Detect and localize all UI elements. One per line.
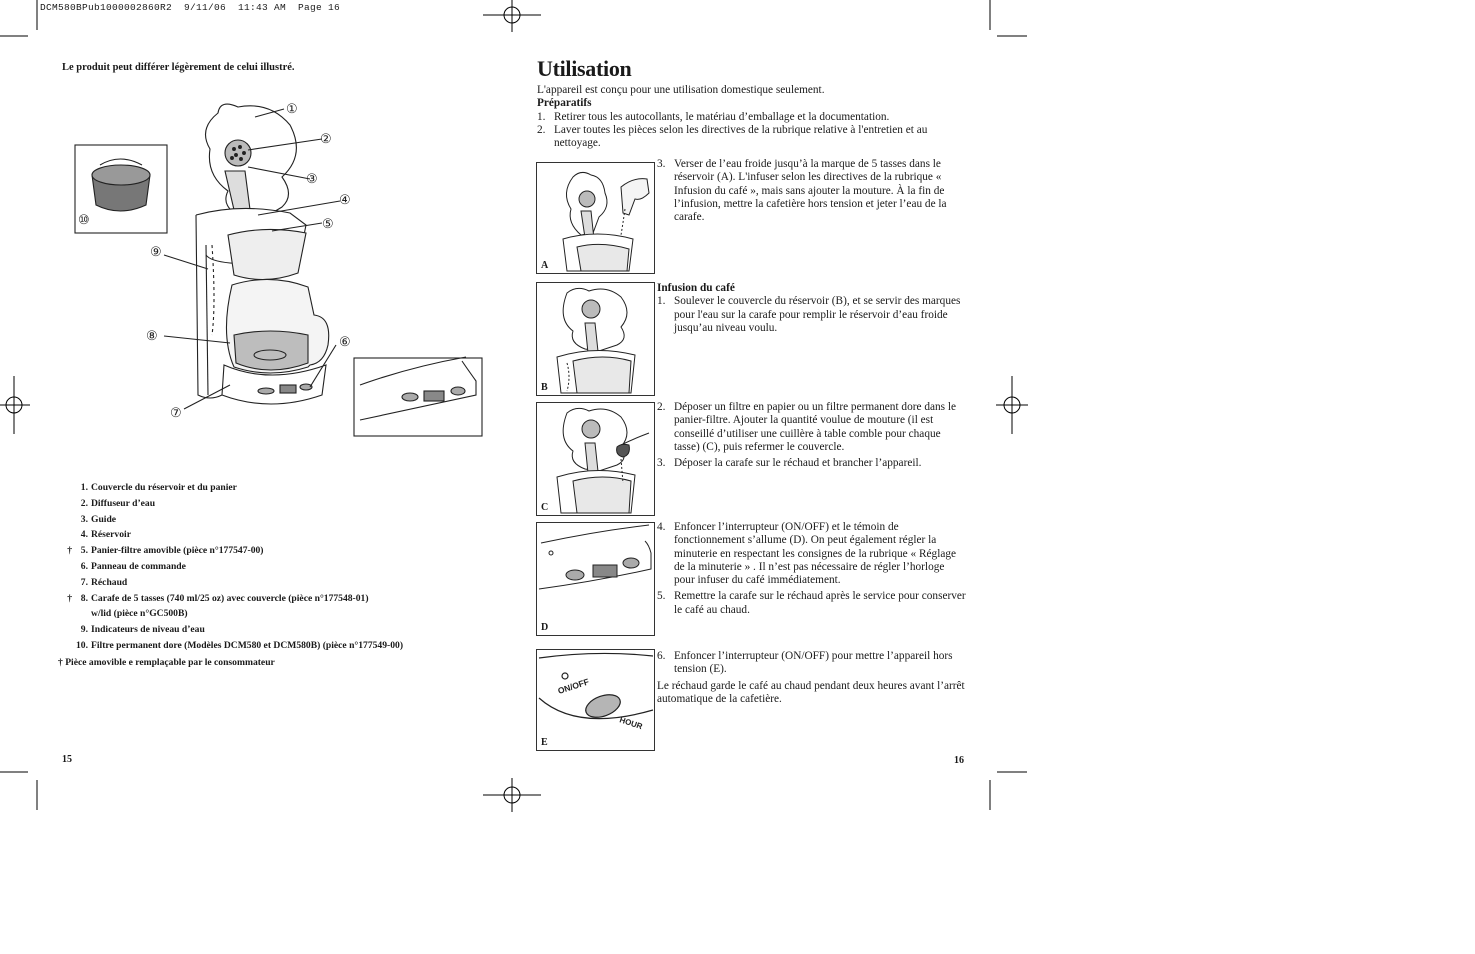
figure-label-b: B bbox=[541, 382, 548, 393]
list-item: 6. Panneau de commande bbox=[80, 560, 186, 572]
callout-5: ⑤ bbox=[322, 217, 334, 232]
footnote: † Pièce amovible e remplaçable par le consommateur bbox=[58, 656, 275, 668]
preparation-section bbox=[537, 84, 967, 150]
intro-text: L'appareil est conçu pour une utilisation domestique seulement. bbox=[537, 84, 825, 96]
hour-label: HOUR bbox=[618, 715, 644, 732]
parts-list bbox=[58, 480, 498, 671]
brew-section bbox=[657, 282, 967, 335]
callout-6: ⑥ bbox=[339, 335, 351, 350]
print-slug: DCM580BPub1000002860R2 9/11/06 11:43 AM Page 16 bbox=[40, 2, 341, 13]
brew-steps-2-3 bbox=[657, 401, 967, 470]
list-item: 1. Soulever le couvercle du réservoir (B), et se servir des marques pour l'eau sur la carafe pour remplir le réservoir d’eau froide jusqu’au niveau voulu. bbox=[657, 295, 961, 334]
figure-label-e: E bbox=[541, 737, 548, 748]
brew-steps-4-5 bbox=[657, 521, 967, 617]
figure-label-a: A bbox=[541, 260, 549, 271]
page-title: Utilisation bbox=[537, 56, 632, 81]
callout-7: ⑦ bbox=[170, 406, 182, 421]
list-item: 3. Guide bbox=[80, 513, 117, 525]
list-item: 4. Enfoncer l’interrupteur (ON/OFF) et le témoin de fonctionnement s’allume (D). On peut également régler la minuterie en respectant les consignes de la rubrique « Réglage de la minuterie » . Il n’est pas nécessaire de régler l’horloge pour infuser du café immédiatement. bbox=[657, 521, 957, 587]
figure-d bbox=[536, 522, 655, 636]
figure-b bbox=[536, 282, 655, 396]
brew-heading: Infusion du café bbox=[657, 282, 735, 294]
callout-1: ① bbox=[286, 102, 298, 117]
prep-heading: Préparatifs bbox=[537, 97, 592, 110]
figure-a bbox=[536, 162, 655, 274]
callout-3: ③ bbox=[306, 172, 318, 187]
list-item: 2. Diffuseur d’eau bbox=[80, 497, 156, 509]
brew-step-6 bbox=[657, 650, 967, 706]
list-item: 3. Déposer la carafe sur le réchaud et brancher l’appareil. bbox=[657, 457, 922, 470]
callout-2: ② bbox=[320, 132, 332, 147]
product-note: Le produit peut différer légèrement de celui illustré. bbox=[62, 62, 295, 73]
on-off-label: ON/OFF bbox=[556, 676, 591, 696]
list-item: 2. Laver toutes les pièces selon les directives de la rubrique relative à l'entretien et au nettoyage. bbox=[537, 123, 928, 150]
list-item: 4. Réservoir bbox=[80, 529, 131, 541]
list-item: † 5. Panier-filtre amovible (pièce n°177547-00) bbox=[67, 545, 264, 557]
figure-label-c: C bbox=[541, 502, 549, 513]
callout-4: ④ bbox=[339, 193, 351, 208]
list-item: 9. Indicateurs de niveau d’eau bbox=[80, 624, 205, 636]
closing-text: Le réchaud garde le café au chaud pendant deux heures avant l’arrêt automatique de la cafetière. bbox=[657, 679, 965, 705]
list-item: 6. Enfoncer l’interrupteur (ON/OFF) pour mettre l’appareil hors tension (E). bbox=[657, 650, 953, 676]
page-number-left: 15 bbox=[62, 754, 72, 765]
figure-c bbox=[536, 402, 655, 516]
coffee-maker-illustration bbox=[70, 95, 490, 440]
callout-8: ⑧ bbox=[146, 329, 158, 344]
page-number-right: 16 bbox=[954, 755, 964, 766]
list-item: 1. Couvercle du réservoir et du panier bbox=[80, 482, 237, 493]
list-item: 2. Déposer un filtre en papier ou un filtre permanent dore dans le panier-filtre. Ajouter la quantité voulue de mouture (il est conseillé d’utiliser une cuillère à table comble pour chaque tasse) (C), puis refermer le couvercle. bbox=[657, 401, 957, 453]
list-item: 1. Retirer tous les autocollants, le matériau d’emballage et la documentation. bbox=[537, 110, 890, 123]
list-item: 10. Filtre permanent dore (Modèles DCM580 et DCM580B) (pièce n°177549-00) bbox=[76, 639, 404, 651]
list-item: † 8. Carafe de 5 tasses (740 ml/25 oz) avec couvercle (pièce n°177548-01) w/lid (pièce n°GC500B) bbox=[67, 592, 369, 620]
list-item: 5. Remettre la carafe sur le réchaud après le service pour conserver le café au chaud. bbox=[657, 590, 966, 616]
callout-10: ⑩ bbox=[78, 213, 90, 228]
step-3-fill-water: 3. Verser de l’eau froide jusqu’à la marque de 5 tasses dans le réservoir (A). L'infuser selon les directives de la rubrique « Infusion du café », mais sans ajouter la mouture. À la fin de l’infusion, mettre la cafetière hors tension et jeter l’eau de la carafe. bbox=[657, 158, 947, 224]
figure-label-d: D bbox=[541, 622, 549, 633]
list-item: 7. Réchaud bbox=[80, 576, 128, 588]
callout-9: ⑨ bbox=[150, 245, 162, 260]
figure-e bbox=[536, 649, 655, 751]
